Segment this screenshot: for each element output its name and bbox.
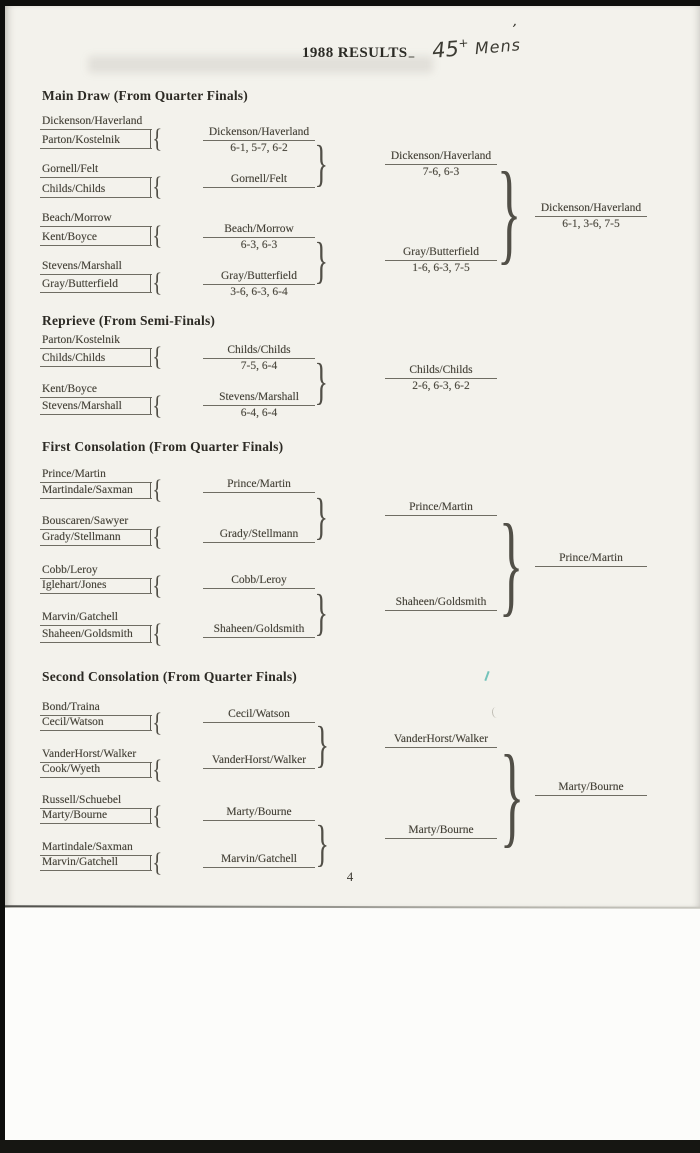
handwritten-age: 45 [431,36,460,63]
team-name: Prince/Martin [535,551,647,567]
scanner-background [5,908,700,1140]
brace: { [151,220,162,250]
team-name: Marvin/Gatchell [203,852,315,868]
team-name: Stevens/Marshall [40,259,152,275]
team-name: Dickenson/Haverland [203,125,315,141]
brace: } [314,489,328,545]
handwritten-plus: + [457,35,470,51]
team-name: VanderHorst/Walker [385,732,497,748]
brace: } [314,584,328,641]
match-score: 7-5, 6-4 [240,360,278,372]
team-name: Shaheen/Goldsmith [385,595,497,611]
team-name: Cobb/Leroy [40,563,152,579]
team-name: Gornell/Felt [203,172,315,188]
brace: { [151,390,162,420]
team-name: Dickenson/Haverland [40,114,152,130]
team-name: Shaheen/Goldsmith [203,622,315,638]
brace: { [151,847,162,877]
team-name: Marty/Bourne [385,823,497,839]
match-score: 7-6, 6-3 [422,166,460,178]
brace: { [151,707,162,737]
team-name: Iglehart/Jones [40,578,152,594]
team-name: Marty/Bourne [203,805,315,821]
brace: { [151,570,162,600]
scan-edge-bottom [0,1140,700,1153]
handwritten-apostrophe: ’ [510,21,517,38]
team-name: Marvin/Gatchell [40,855,152,871]
team-name: Russell/Schuebel [40,793,152,809]
brace: { [151,123,162,153]
match-score: 6-1, 5-7, 6-2 [230,142,288,154]
brace: } [314,232,328,289]
team-name: Martindale/Saxman [40,840,152,856]
team-name: Marvin/Gatchell [40,610,152,626]
team-name: VanderHorst/Walker [40,747,152,763]
brace: { [151,522,162,551]
scan-edge-top [0,0,700,6]
team-name: Kent/Boyce [40,382,152,398]
brace: } [314,353,328,410]
handwritten-dash: – [408,49,415,65]
section-heading-main-draw: Main Draw (From Quarter Finals) [42,88,248,103]
team-name: Martindale/Saxman [40,483,152,499]
team-name: Gray/Butterfield [203,269,315,285]
team-name: Cecil/Watson [203,707,315,723]
team-name: Prince/Martin [385,500,497,516]
team-name: Marty/Bourne [535,780,647,796]
team-name: Childs/Childs [385,363,497,379]
team-name: Gray/Butterfield [40,277,152,293]
brace: { [151,172,162,201]
brace: { [151,342,162,371]
page-number: 4 [346,869,354,884]
team-name: Grady/Stellmann [203,527,315,543]
brace: } [315,717,329,773]
team-name: Grady/Stellmann [40,530,152,546]
brace: { [151,618,162,648]
match-score: 6-3, 6-3 [240,239,278,251]
team-name: Kent/Boyce [40,230,152,246]
team-name: Prince/Martin [40,467,152,483]
team-name: Childs/Childs [40,182,152,198]
team-name: Gray/Butterfield [385,245,497,261]
section-heading-first-consolation: First Consolation (From Quarter Finals) [42,439,284,454]
team-name: Gornell/Felt [40,162,152,178]
team-name: Cobb/Leroy [203,573,315,589]
team-name: Prince/Martin [203,477,315,493]
brace: { [151,268,162,297]
brace: } [496,150,522,275]
team-name: Bouscaren/Sawyer [40,514,152,530]
brace: { [151,800,162,830]
brace: { [151,475,162,504]
team-name: Marty/Bourne [40,808,152,824]
team-name: Shaheen/Goldsmith [40,627,152,643]
team-name: Childs/Childs [40,351,152,367]
team-name: Stevens/Marshall [40,399,152,415]
page-title: 1988 RESULTS [302,45,408,61]
team-name: Bond/Traina [40,700,152,716]
section-heading-second-consolation: Second Consolation (From Quarter Finals) [42,669,298,684]
team-name: Parton/Kostelnik [40,333,152,349]
match-score: 6-1, 3-6, 7-5 [562,218,620,230]
team-name: VanderHorst/Walker [203,753,315,769]
team-name: Dickenson/Haverland [535,201,647,217]
brace: } [315,815,329,872]
match-score: 6-4, 6-4 [240,407,278,419]
team-name: Cecil/Watson [40,715,152,731]
brace: } [314,135,328,192]
team-name: Parton/Kostelnik [40,133,152,149]
brace: { [151,754,162,784]
team-name: Stevens/Marshall [203,390,315,406]
team-name: Beach/Morrow [40,211,152,227]
handwritten-word: Mens [474,35,522,59]
team-name: Dickenson/Haverland [385,149,497,165]
match-score: 3-6, 6-3, 6-4 [230,286,288,298]
section-heading-reprieve: Reprieve (From Semi-Finals) [42,313,216,328]
match-score: 1-6, 6-3, 7-5 [412,262,470,274]
team-name: Cook/Wyeth [40,762,152,778]
brace: } [499,733,525,858]
scan-artifact-pencil [491,707,499,719]
team-name: Childs/Childs [203,343,315,359]
team-name: Beach/Morrow [203,222,315,238]
match-score: 2-6, 6-3, 6-2 [412,380,470,392]
brace: } [498,502,524,627]
scan-edge-left [0,0,5,1153]
